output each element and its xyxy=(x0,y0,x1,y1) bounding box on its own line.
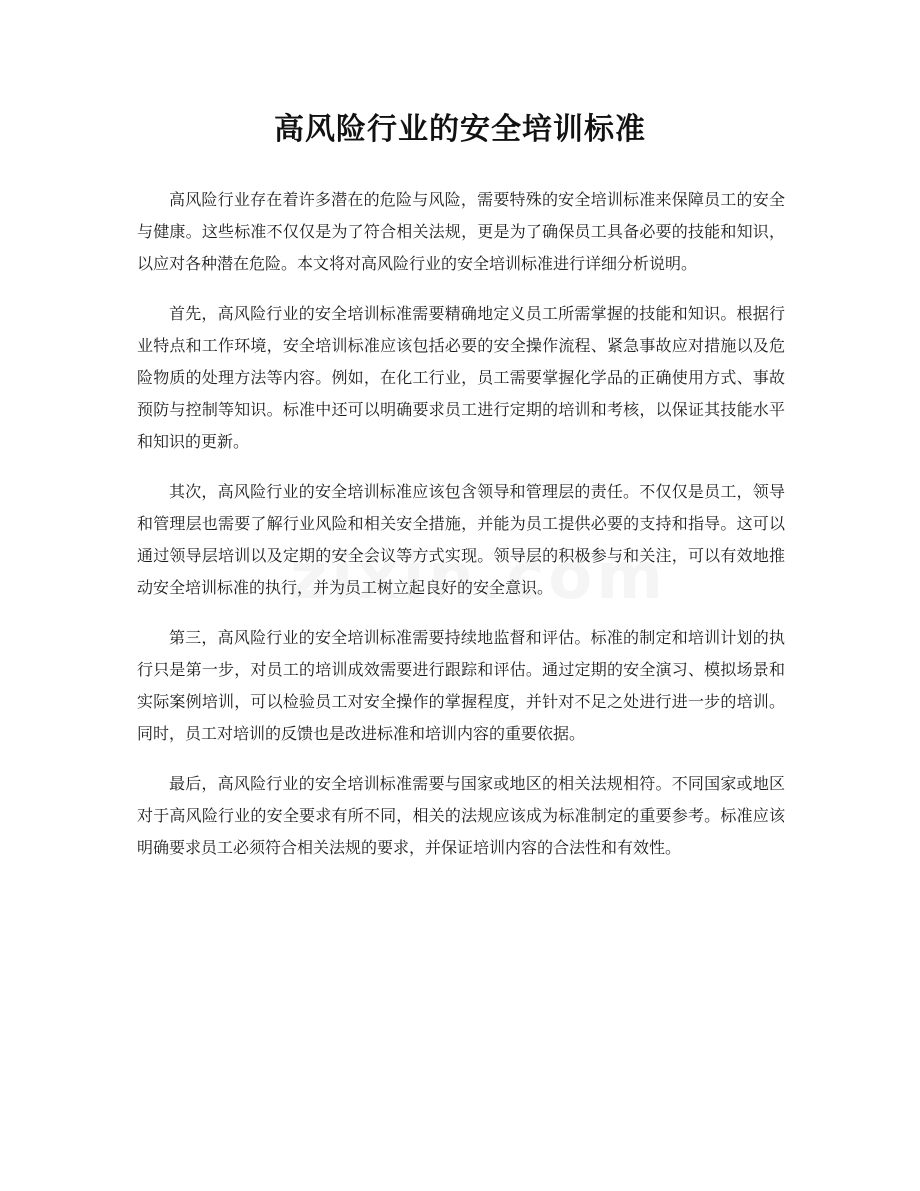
paragraph-last: 最后，高风险行业的安全培训标准需要与国家或地区的相关法规相符。不同国家或地区对于高风险行业的安全要求有所不同，相关的法规应该成为标准制定的重要参考。标准应该明确要求员工必须符合相关法规的要求，并保证培训内容的合法性和有效性。 xyxy=(137,774,785,857)
paragraph-third: 第三，高风险行业的安全培训标准需要持续地监督和评估。标准的制定和培训计划的执行只是第一步，对员工的培训成效需要进行跟踪和评估。通过定期的安全演习、模拟场景和实际案例培训，可以检验员工对安全操作的掌握程度，并针对不足之处进行进一步的培训。同时，员工对培训的反馈也是改进标准和培训内容的重要依据。 xyxy=(137,628,785,743)
document-title: 高风险行业的安全培训标准 xyxy=(274,112,646,147)
document-body xyxy=(137,184,785,882)
paragraph-first: 首先，高风险行业的安全培训标准需要精确地定义员工所需掌握的技能和知识。根据行业特点和工作环境，安全培训标准应该包括必要的安全操作流程、紧急事故应对措施以及危险物质的处理方法等内容。例如，在化工行业，员工需要掌握化学品的正确使用方式、事故预防与控制等知识。标准中还可以明确要求员工进行定期的培训和考核，以保证其技能水平和知识的更新。 xyxy=(137,304,785,451)
paragraph-intro: 高风险行业存在着许多潜在的危险与风险，需要特殊的安全培训标准来保障员工的安全与健康。这些标准不仅仅是为了符合相关法规，更是为了确保员工具备必要的技能和知识，以应对各种潜在危险。本文将对高风险行业的安全培训标准进行详细分析说明。 xyxy=(137,190,785,273)
paragraph-second: 其次，高风险行业的安全培训标准应该包含领导和管理层的责任。不仅仅是员工，领导和管理层也需要了解行业风险和相关安全措施，并能为员工提供必要的支持和指导。这可以通过领导层培训以及定期的安全会议等方式实现。领导层的积极参与和关注，可以有效地推动安全培训标准的执行，并为员工树立起良好的安全意识。 xyxy=(137,482,785,597)
